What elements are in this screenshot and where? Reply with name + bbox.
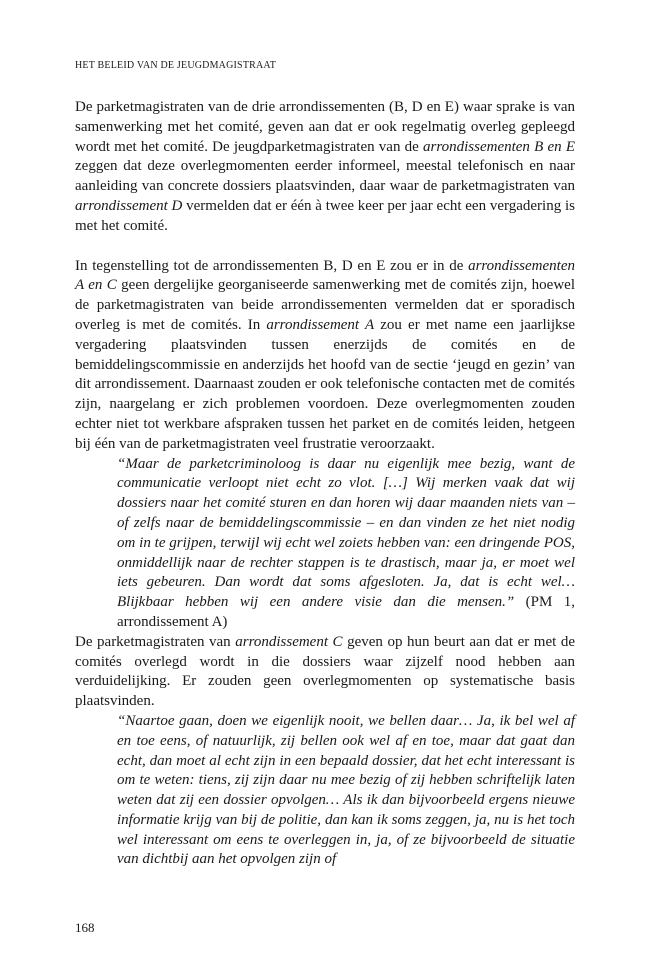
block-quote-1 [117,455,575,633]
quote-source: (PM 1, arrondissement A) [117,594,575,630]
italic-term: arrondissementen B en E [423,138,575,155]
running-header: HET BELEID VAN DE JEUGDMAGISTRAAT [75,60,277,71]
paragraph-gap [75,237,575,257]
main-text [75,98,575,870]
paragraph-2 [75,257,575,455]
page-number: 168 [75,920,95,935]
text-run: De parketmagistraten van [75,633,236,650]
text-run: geen dergelijke georganiseerde samenwerking met de comités zijn, hoewel de parketmagistraten van beide arrondissementen vermelden dat er sporadisch overleg is met de comités. In [75,277,575,333]
paragraph-3 [75,633,575,712]
text-run: zeggen dat deze overlegmomenten eerder informeel, meestal telefonisch en naar aanleiding van concrete dossiers plaatsvinden, daar waar de parketmagistraten van [75,158,575,195]
paragraph-1 [75,98,575,237]
italic-term: arrondissement D [75,197,183,214]
quote-text: “Naartoe gaan, doen we eigenlijk nooit, we bellen daar… Ja, ik bel wel af en toe eens, of natuurlijk, zij bellen ook wel af en toe, maar dat gaat dan echt, dan moet al echt zijn in een bepaald dossier, dat het echt interessant is om te weten: tiens, zij zijn daar nu mee bezig of zij hebben schriftelijk laten weten dat zij een dossier opvolgen… Als ik dan bijvoorbeeld ergens nieuwe informatie krijg van bij de politie, dan kan ik soms zeggen, ja, nu is het toch wel interessant om eens te overleggen in, ja, of ze bijvoorbeeld de situatie van dichtbij aan het opvolgen zijn of [117,712,575,868]
text-run: zou er met name een jaarlijkse vergadering plaatsvinden tussen enerzijds de comités en de bemiddelingscommissie en anderzijds het hoofd van de sectie ‘jeugd en gezin’ van dit arrondissement. Daarnaast zouden er ook telefonische contacten met de comités zijn, naargelang er zich problemen voordoen. Deze overlegmomenten zouden echter niet tot werkbare afspraken tussen het parket en de comités leiden, hetgeen bij één van de parketmagistraten veel frustratie veroorzaakt. [75,316,576,452]
text-run: vermelden dat er één à twee keer per jaar echt een vergadering is met het comité. [75,197,575,234]
italic-term: arrondissement A [266,316,375,333]
text-run: In tegenstelling tot de arrondissementen B, D en E zou er in de [75,257,469,274]
text-run: geven op hun beurt aan dat er met de comités overlegd wordt in die dossiers waar zijzelf nood hebben aan verduidelijking. Er zouden geen overlegmomenten op systematische basis plaatsvinden. [75,633,575,710]
quote-text: “Maar de parketcriminoloog is daar nu eigenlijk mee bezig, want de communicatie verloopt niet echt zo vlot. […] Wij merken vaak dat wij dossiers naar het comité sturen en dan horen wij daar maanden niets van – of zelfs naar de bemiddelingscommissie – en dan vinden ze het niet nodig om in te grijpen, terwijl wij echt wel zoiets hebben van: een dringende POS, onmiddellijk naar de rechter stappen is te drastisch, maar ja, er moet wel iets gebeuren. Dan wordt dat soms afgesloten. Ja, dat is echt wel… Blijkbaar hebben wij een andere visie dan die mensen.” [117,455,575,611]
text-run: De parketmagistraten van de drie arrondissementen (B, D en E) waar sprake is van samenwerking met het comité, geven aan dat er ook regelmatig overleg gepleegd wordt met het comité. De jeugdparketmagistraten van de [75,99,575,155]
block-quote-2 [117,712,575,870]
italic-term: arrondissement C [235,633,343,650]
italic-term: arrondissementen A en C [75,257,575,294]
